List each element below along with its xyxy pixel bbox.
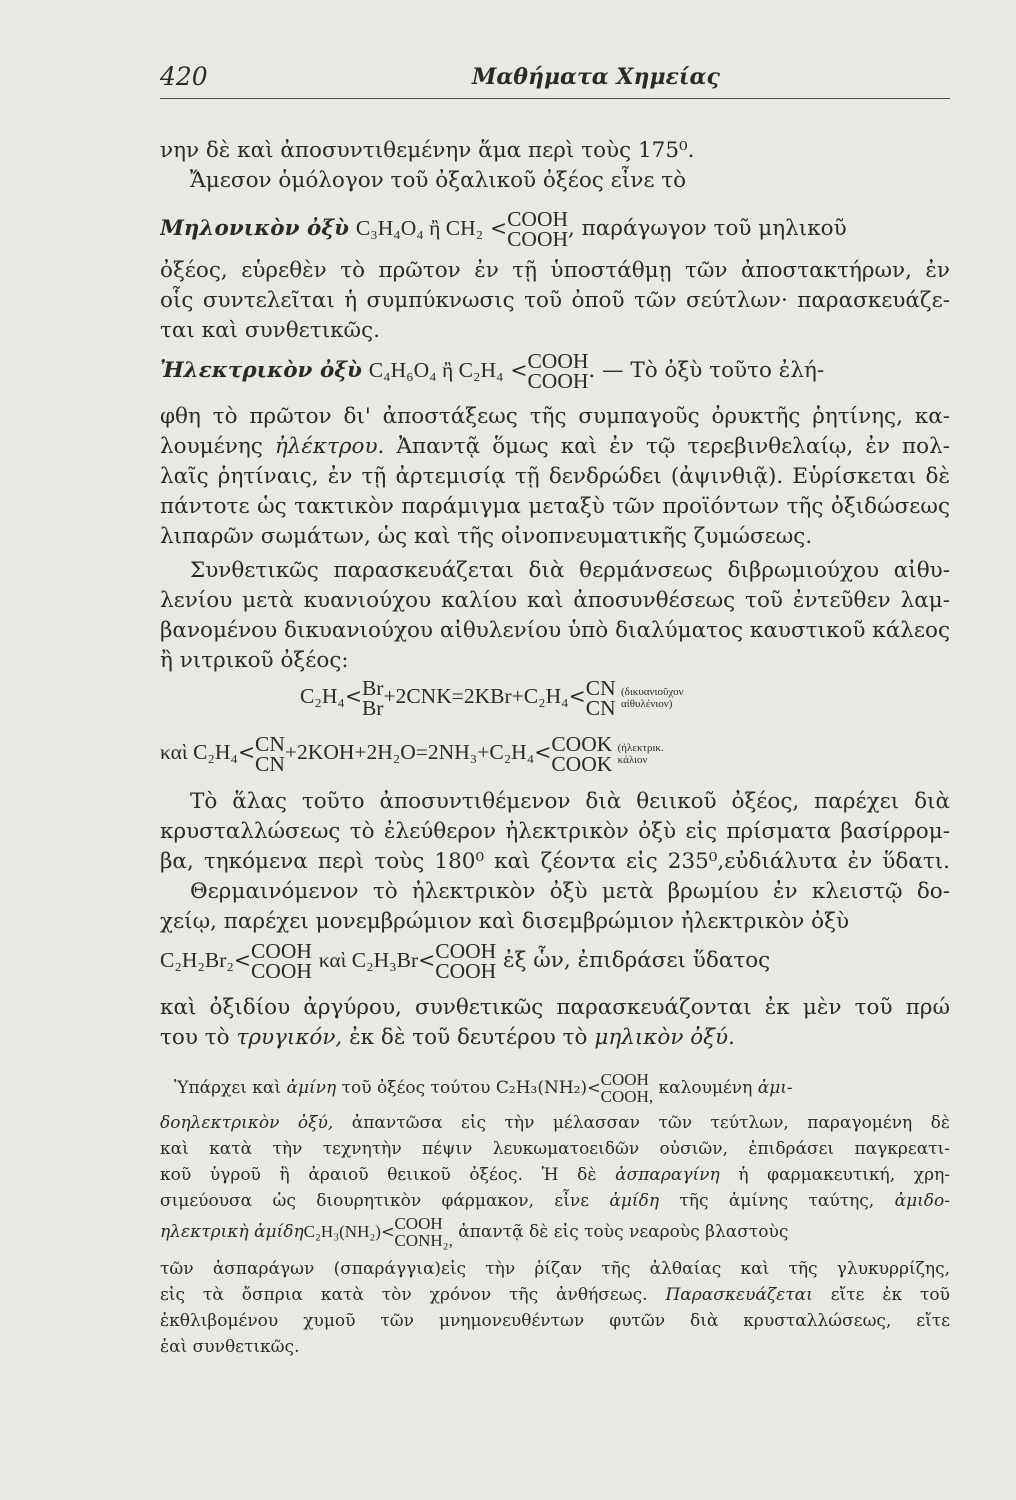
formula-line-succinic: Ἠλεκτρικὸν ὀξὺ C₄H₆O₄ ἢ C₂H₄ < COOH COOH . — Τὸ ὀξὺ τοῦτο ἐλή- xyxy=(160,348,825,393)
formula-stack: COOH COOH xyxy=(527,348,589,393)
formula-line-malonic: Μηλονικὸν ὀξὺ C₃H₄O₄ ἢ CH₂ < COOH COOH , παράγωγον τοῦ μηλικοῦ xyxy=(160,206,847,251)
text-line: πάντοτε ὡς τακτικὸν παράμιγμα μεταξὺ τῶν προϊόντων τῆς ὀξιδώσεως xyxy=(160,494,950,519)
text-line: ται καὶ συνθετικῶς. xyxy=(160,318,380,343)
equation-2: καὶ C₂H₄< CN CN +2KOH+2H₂O=2NH₃+C₂H₄< COOK COOK (ἠλεκτρικ. κάλιον xyxy=(160,731,664,777)
equation-2-note: (ἠλεκτρικ. κάλιον xyxy=(617,742,664,767)
text-line: Τὸ ἅλας τοῦτο ἀποσυντιθέμενον διὰ θειικοῦ ὀξέος, παρέχει διὰ xyxy=(190,789,950,814)
running-title: Μαθήματα Χημείας xyxy=(472,64,720,90)
footnote-line: ηλεκτρικὴ ἀμίδηC₂H₃(NH₂)< COOH CONH₂, ἀπαντᾷ δὲ εἰς τοὺς νεαροὺς βλαστοὺς xyxy=(160,1214,789,1250)
formula-stack: COOH COOH xyxy=(507,206,568,251)
text-line: λαῖς ῥητίναις, ἐν τῇ ἀρτεμισίᾳ τῇ δενδρώδει (ἀψινθιᾷ). Εὑρίσκεται δὲ xyxy=(160,464,950,489)
footnote-line: ἐαὶ συνθετικῶς. xyxy=(160,1337,300,1357)
footnote-line: εἰς τὰ ὄσπρια κατὰ τὸν χρόνον τῆς ἀνθήσεως. Παρασκευάζεται εἴτε ἐκ τοῦ xyxy=(160,1285,950,1305)
page-number: 420 xyxy=(160,62,208,91)
text-line: χείῳ, παρέχει μονεμβρώμιον καὶ δισεμβρώμιον ἠλεκτρικὸν ὀξὺ xyxy=(160,909,850,934)
footnote-line: ἐκθλιβομένου χυμοῦ τῶν μνημονευθέντων φυτῶν διὰ κρυσταλλώσεως, εἴτε xyxy=(160,1311,950,1331)
text-line: Ἄμεσον ὁμόλογον τοῦ ὀξαλικοῦ ὀξέος εἶνε τὸ xyxy=(190,168,687,193)
footnote-line: Ὑπάρχει καὶ ἀμίνη τοῦ ὀξέος τούτου C₂H₃(NH₂)< COOH COOH, καλουμένη ἀμι- xyxy=(174,1070,793,1106)
formula-line-bromo: C₂H₂Br₂< COOH COOH καὶ C₂H₃Br< COOH COOH ἐξ ὧν, ἐπιδράσει ὕδατος xyxy=(160,938,771,983)
text-line: του τὸ τρυγικόν, ἐκ δὲ τοῦ δευτέρου τὸ μηλικὸν ὀξύ. xyxy=(160,1025,735,1050)
footnote-line: τῶν ἀσπαράγων (σπαράγγια)εἰς τὴν ῥίζαν τῆς ἀλθαίας καὶ τῆς γλυκυρρίζης, xyxy=(160,1259,950,1279)
text-line: ἢ νιτρικοῦ ὀξέος: xyxy=(160,648,349,673)
text-line: λενίου μετὰ κυανιούχου καλίου καὶ ἀποσυνθέσεως τοῦ ἐντεῦθεν λαμ- xyxy=(160,588,950,613)
text-line: λουμένης ἠλέκτρου. Ἀπαντᾷ ὅμως καὶ ἐν τῷ τερεβινθελαίῳ, ἐν πολ- xyxy=(160,434,950,459)
footnote-line: σιμεύουσα ὡς διουρητικὸν φάρμακον, εἶνε ἀμίδη τῆς ἀμίνης ταύτης, ἀμιδο- xyxy=(160,1191,950,1211)
text-line: Θερμαινόμενον τὸ ἠλεκτρικὸν ὀξὺ μετὰ βρωμίου ἐν κλειστῷ δο- xyxy=(190,879,950,904)
text-line: λιπαρῶν σωμάτων, ὡς καὶ τῆς οἰνοπνευματικῆς ζυμώσεως. xyxy=(160,524,813,549)
text-line: Συνθετικῶς παρασκευάζεται διὰ θερμάνσεως διβρωμιούχου αἰθυ- xyxy=(190,558,950,583)
text-line: νην δὲ καὶ ἀποσυντιθεμένην ἅμα περὶ τοὺς 175⁰. xyxy=(160,138,695,163)
footnote-line: κοῦ ὑγροῦ ἢ ἀραιοῦ θειικοῦ ὀξέος. Ἡ δὲ ἀσπαραγίνη ἡ φαρμακευτική, χρη- xyxy=(160,1165,950,1185)
footnote-line: καὶ κατὰ τὴν τεχνητὴν πέψιν λευκωματοειδῶν οὐσιῶν, ἐπιδράσει παγκρεατι- xyxy=(160,1139,950,1159)
equation-1: C₂H₄< Br Br +2CNK=2KBr+C₂H₄< CN CN (δικυανιοῦχον αἰθυλένιον) xyxy=(300,675,684,721)
text-line: βα, τηκόμενα περὶ τοὺς 180⁰ καὶ ζέοντα εἰς 235⁰,εὐδιάλυτα ἐν ὕδατι. xyxy=(160,849,950,874)
text-line: ὀξέος, εὑρεθὲν τὸ πρῶτον ἐν τῇ ὑποστάθμῃ τῶν ἀποστακτήρων, ἐν xyxy=(160,258,950,283)
term-malonic-acid: Μηλονικὸν ὀξὺ xyxy=(160,216,350,241)
footnote-line: δοηλεκτρικὸν ὀξύ, ἀπαντῶσα εἰς τὴν μέλασσαν τῶν τεύτλων, παραγομένη δὲ xyxy=(160,1113,950,1133)
text-line: κρυσταλλώσεως τὸ ἐλεύθερον ἠλεκτρικὸν ὀξὺ εἰς πρίσματα βασίρρομ- xyxy=(160,819,950,844)
page-header xyxy=(160,62,950,99)
text-line: οἷς συντελεῖται ἡ συμπύκνωσις τοῦ ὀποῦ τῶν σεύτλων· παρασκευάζε- xyxy=(160,288,950,313)
text-line: βανομένου δικυανιούχου αἰθυλενίου ὑπὸ διαλύματος καυστικοῦ κάλεος xyxy=(160,618,950,643)
equation-1-note: (δικυανιοῦχον αἰθυλένιον) xyxy=(620,686,684,711)
term-succinic-acid: Ἠλεκτρικὸν ὀξὺ xyxy=(160,358,362,383)
text-line: φθη τὸ πρῶτον δι' ἀποστάξεως τῆς συμπαγοῦς ὀρυκτῆς ῥητίνης, κα- xyxy=(160,404,950,429)
text-line: καὶ ὀξιδίου ἀργύρου, συνθετικῶς παρασκευάζονται ἐκ μὲν τοῦ πρώ xyxy=(160,995,950,1020)
